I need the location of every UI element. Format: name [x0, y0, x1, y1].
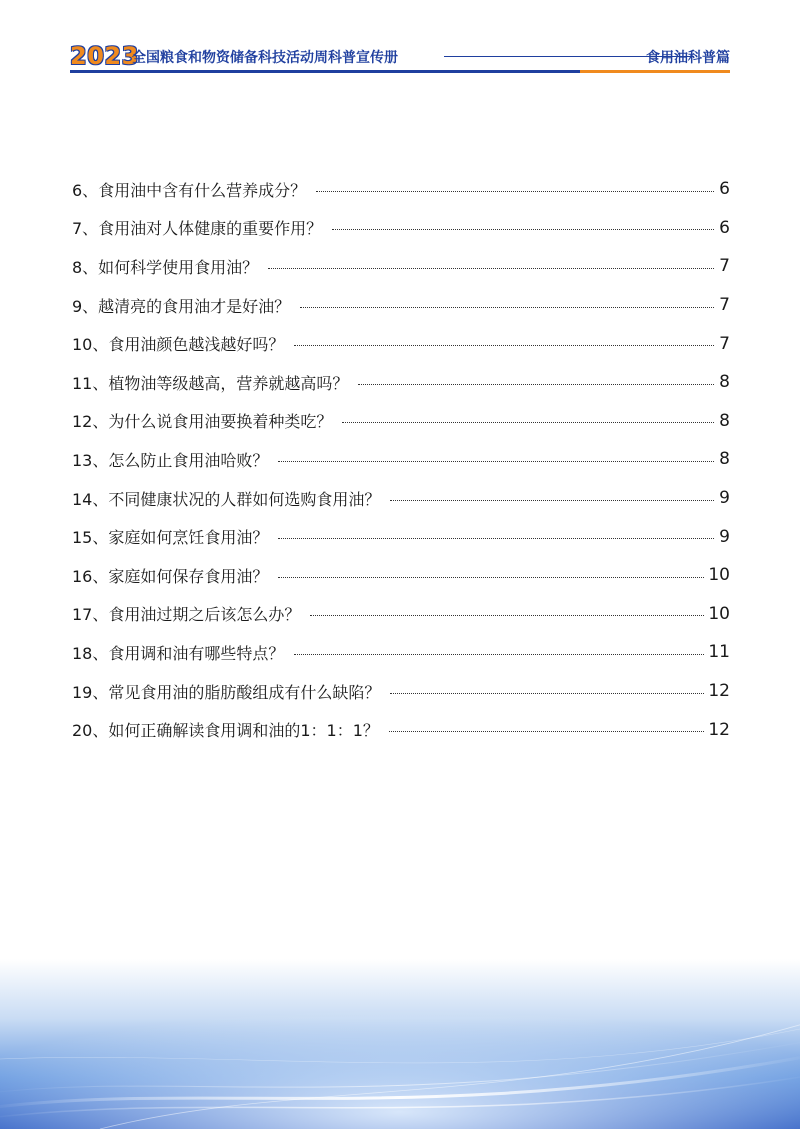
- toc-entry-page: 12: [708, 681, 730, 702]
- toc-entry-label: 9、越清亮的食用油才是好油？: [72, 296, 291, 316]
- toc-entry-label: 6、食用油中含有什么营养成分？: [72, 180, 307, 200]
- toc-leader-dots: [278, 577, 704, 578]
- toc-entry-page: 9: [719, 488, 730, 509]
- toc-leader-dots: [342, 422, 714, 423]
- toc-entry-page: 7: [719, 256, 730, 277]
- toc-entry-label: 11、植物油等级越高，营养就越高吗？: [72, 373, 349, 393]
- toc-leader-dots: [278, 538, 714, 539]
- toc-entry[interactable]: [72, 517, 730, 556]
- toc-entry[interactable]: [72, 363, 730, 402]
- table-of-contents: [72, 170, 730, 749]
- toc-entry[interactable]: [72, 324, 730, 363]
- header-section-title: 食用油科普篇: [646, 50, 730, 66]
- toc-entry-page: 8: [719, 372, 730, 393]
- toc-entry-page: 10: [708, 565, 730, 586]
- toc-entry-label: 10、食用油颜色越浅越好吗？: [72, 335, 285, 355]
- toc-leader-dots: [294, 345, 714, 346]
- toc-entry[interactable]: [72, 247, 730, 286]
- toc-entry[interactable]: [72, 209, 730, 248]
- toc-entry-page: 11: [708, 642, 730, 663]
- footer-decoration: [0, 959, 800, 1129]
- toc-entry-label: 15、家庭如何烹饪食用油？: [72, 528, 269, 548]
- toc-entry[interactable]: [72, 479, 730, 518]
- toc-entry-label: 20、如何正确解读食用调和油的1：1：1？: [72, 721, 379, 741]
- header-title: 全国粮食和物资储备科技活动周科普宣传册: [132, 50, 398, 66]
- light-streak-background: [0, 959, 800, 1129]
- toc-entry-label: 7、食用油对人体健康的重要作用？: [72, 219, 323, 239]
- toc-leader-dots: [316, 191, 714, 192]
- toc-leader-dots: [390, 693, 704, 694]
- toc-entry-label: 16、家庭如何保存食用油？: [72, 566, 269, 586]
- toc-entry-page: 6: [719, 217, 730, 238]
- toc-leader-dots: [310, 615, 704, 616]
- toc-leader-dots: [268, 268, 714, 269]
- toc-entry-label: 17、食用油过期之后该怎么办？: [72, 605, 301, 625]
- toc-leader-dots: [389, 731, 704, 732]
- toc-leader-dots: [358, 384, 714, 385]
- header-rule-blue: [70, 70, 580, 73]
- toc-entry-page: 7: [719, 333, 730, 354]
- toc-entry-page: 6: [719, 179, 730, 200]
- toc-entry[interactable]: [72, 633, 730, 672]
- toc-leader-dots: [294, 654, 704, 655]
- toc-entry[interactable]: [72, 595, 730, 634]
- toc-entry[interactable]: [72, 170, 730, 209]
- toc-entry-label: 14、不同健康状况的人群如何选购食用油？: [72, 489, 381, 509]
- header-year: 2023: [70, 42, 139, 70]
- toc-entry-page: 9: [719, 526, 730, 547]
- toc-entry-label: 13、怎么防止食用油哈败？: [72, 450, 269, 470]
- toc-entry-label: 12、为什么说食用油要换着种类吃？: [72, 412, 333, 432]
- toc-leader-dots: [332, 229, 714, 230]
- toc-entry[interactable]: [72, 440, 730, 479]
- header-rule: [70, 70, 730, 73]
- toc-leader-dots: [278, 461, 714, 462]
- toc-entry[interactable]: [72, 556, 730, 595]
- toc-leader-dots: [300, 307, 714, 308]
- toc-entry[interactable]: [72, 286, 730, 325]
- toc-entry-page: 8: [719, 449, 730, 470]
- page-header: [70, 40, 730, 74]
- toc-entry[interactable]: [72, 672, 730, 711]
- toc-entry-page: 8: [719, 410, 730, 431]
- toc-entry[interactable]: [72, 402, 730, 441]
- toc-entry-page: 10: [708, 603, 730, 624]
- toc-entry[interactable]: [72, 710, 730, 749]
- toc-entry-label: 19、常见食用油的脂肪酸组成有什么缺陷？: [72, 682, 381, 702]
- header-rule-orange: [580, 70, 730, 73]
- toc-entry-page: 7: [719, 295, 730, 316]
- toc-entry-label: 8、如何科学使用食用油？: [72, 257, 259, 277]
- toc-leader-dots: [390, 500, 714, 501]
- toc-entry-label: 18、食用调和油有哪些特点？: [72, 643, 285, 663]
- toc-entry-page: 12: [708, 719, 730, 740]
